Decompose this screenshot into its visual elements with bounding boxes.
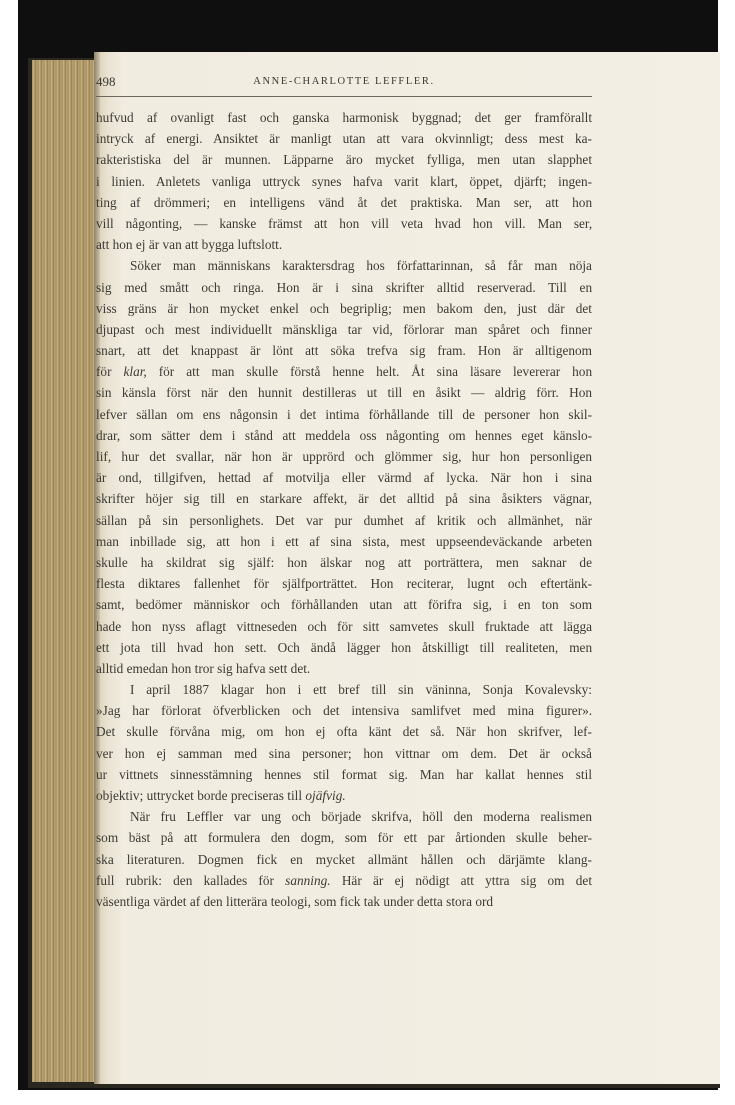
paragraph: [96, 679, 592, 806]
text-line: skrifter höjer sig till en starkare affekt, är det alltid på sina åsikters vägnar,: [96, 491, 592, 507]
text-line: hufvud af ovanligt fast och ganska harmonisk byggnad; det ger framförallt: [96, 110, 592, 125]
text-line: ur vittnets sinnesstämning hennes stil format sig. Man har kallat hennes stil: [96, 766, 592, 782]
text-line: i linien. Anletets vanliga uttryck synes hafva varit klart, öppet, djärft; ingen-: [96, 173, 592, 189]
body-text: [96, 107, 592, 912]
page-header: [96, 74, 592, 94]
paragraph: [96, 255, 592, 679]
page-number: 498: [96, 74, 116, 89]
text-line: rakteristiska del är munnen. Läpparne äro mycket fylliga, men utan slapphet: [96, 152, 592, 168]
page-edges-stack: [32, 60, 94, 1082]
text-line: sig med smått och ringa. Hon är i sina skrifter alltid reserverad. Till en: [96, 279, 592, 295]
text-line: samt, bedömer människor och förhållanden utan att förifra sig, i en ton som: [96, 597, 592, 613]
text-line: Söker man människans karaktersdrag hos författarinnan, så får man nöja: [130, 258, 592, 274]
running-head: ANNE-CHARLOTTE LEFFLER.: [253, 76, 435, 87]
text-line: sin känsla först när den hunnit destilleras ut till en åsikt — aldrig förr. Hon: [96, 385, 592, 401]
text-line: att hon ej är van att bygga luftslott.: [96, 237, 283, 253]
text-line: snart, att det knappast är lönt att söka trefva sig fram. Hon är alltigenom: [96, 343, 592, 359]
text-line: ting af drömmeri; en intelligens vänd åt det praktiska. Man ser, att hon: [96, 194, 592, 210]
text-line: När fru Leffler var ung och började skrifva, höll den moderna realismen: [130, 809, 592, 825]
paragraph: [96, 806, 592, 912]
text-line: objektiv; uttrycket borde preciseras till ojäfvig.: [96, 788, 346, 803]
text-line: Det skulle förvåna mig, om hon ej ofta känt det så. När hon skrifver, lef-: [96, 724, 592, 740]
text-line: full rubrik: den kallades för sanning. Här är ej nödigt att yttra sig om det: [96, 872, 592, 888]
text-line: alltid emedan hon tror sig hafva sett det.: [96, 660, 311, 676]
paragraph: [96, 107, 592, 255]
text-line: drar, som sätter dem i stånd att meddela oss någonting om hennes eget känslo-: [96, 427, 592, 443]
text-line: som bäst på att formulera den dogm, som för ett par årtionden skulle beher-: [96, 830, 592, 846]
text-line: »Jag har förlorat öfverblicken och det intensiva samlifvet med mina figurer».: [96, 703, 592, 719]
text-line: är ond, tillgifven, hettad af motvilja eller värmd af lycka. När hon i sina: [96, 470, 592, 486]
text-line: flesta diktares fallenhet för själfporträttet. Hon reciterar, lugnt och eftertänk-: [96, 576, 592, 592]
text-line: hade hon nyss aflagt vittneseden och för sitt samvetes skull fruktade att lägga: [96, 618, 592, 634]
text-line: sällan på sin personlighets. Det var pur dumhet af kritik och allmänhet, när: [96, 512, 592, 528]
text-line: vill någonting, — kanske främst att hon vill veta hvad hon vill. Man ser,: [96, 215, 592, 231]
text-line: intryck af energi. Ansiktet är manligt utan att vara okvinnligt; dess mest ka-: [96, 131, 592, 147]
text-line: lefver sällan om ens någonsin i det intima förhållande till de personer hon skil-: [96, 406, 592, 422]
text-line: ver hon ej samman med sina personer; hon vittnar om dem. Det är också: [96, 745, 592, 761]
text-line: skulle ha skildrat sig själf: hon älskar nog att porträttera, men saknar de: [96, 554, 592, 570]
text-line: I april 1887 klagar hon i ett bref till sin väninna, Sonja Kovalevsky:: [130, 682, 592, 698]
text-line: ett jota till hvad hon sett. Och ändå lägger hon åtskilligt till realiteten, men: [96, 639, 592, 655]
header-rule: [96, 96, 592, 97]
text-line: ska literaturen. Dogmen fick en mycket allmänt hållen och därjämte klang-: [96, 851, 592, 867]
text-line: djupast och mest individuellt mänskliga tar vid, förlorar man spåret och finner: [96, 321, 592, 337]
text-line: väsentliga värdet af den litterära teologi, som fick tak under detta stora ord: [96, 893, 494, 909]
text-line: viss gräns är hon mycket enkel och begriplig; men bakom den, just där det: [96, 300, 592, 316]
text-line: för klar, för att man skulle förstå henne helt. Åt sina läsare levererar hon: [96, 364, 592, 380]
text-line: man inbillade sig, att hon i ett af sina sista, mest uppseendeväckande arbeten: [96, 533, 592, 549]
text-line: lif, hur det svallar, när hon är upprörd och glömmer sig, hur hon personligen: [96, 449, 592, 464]
